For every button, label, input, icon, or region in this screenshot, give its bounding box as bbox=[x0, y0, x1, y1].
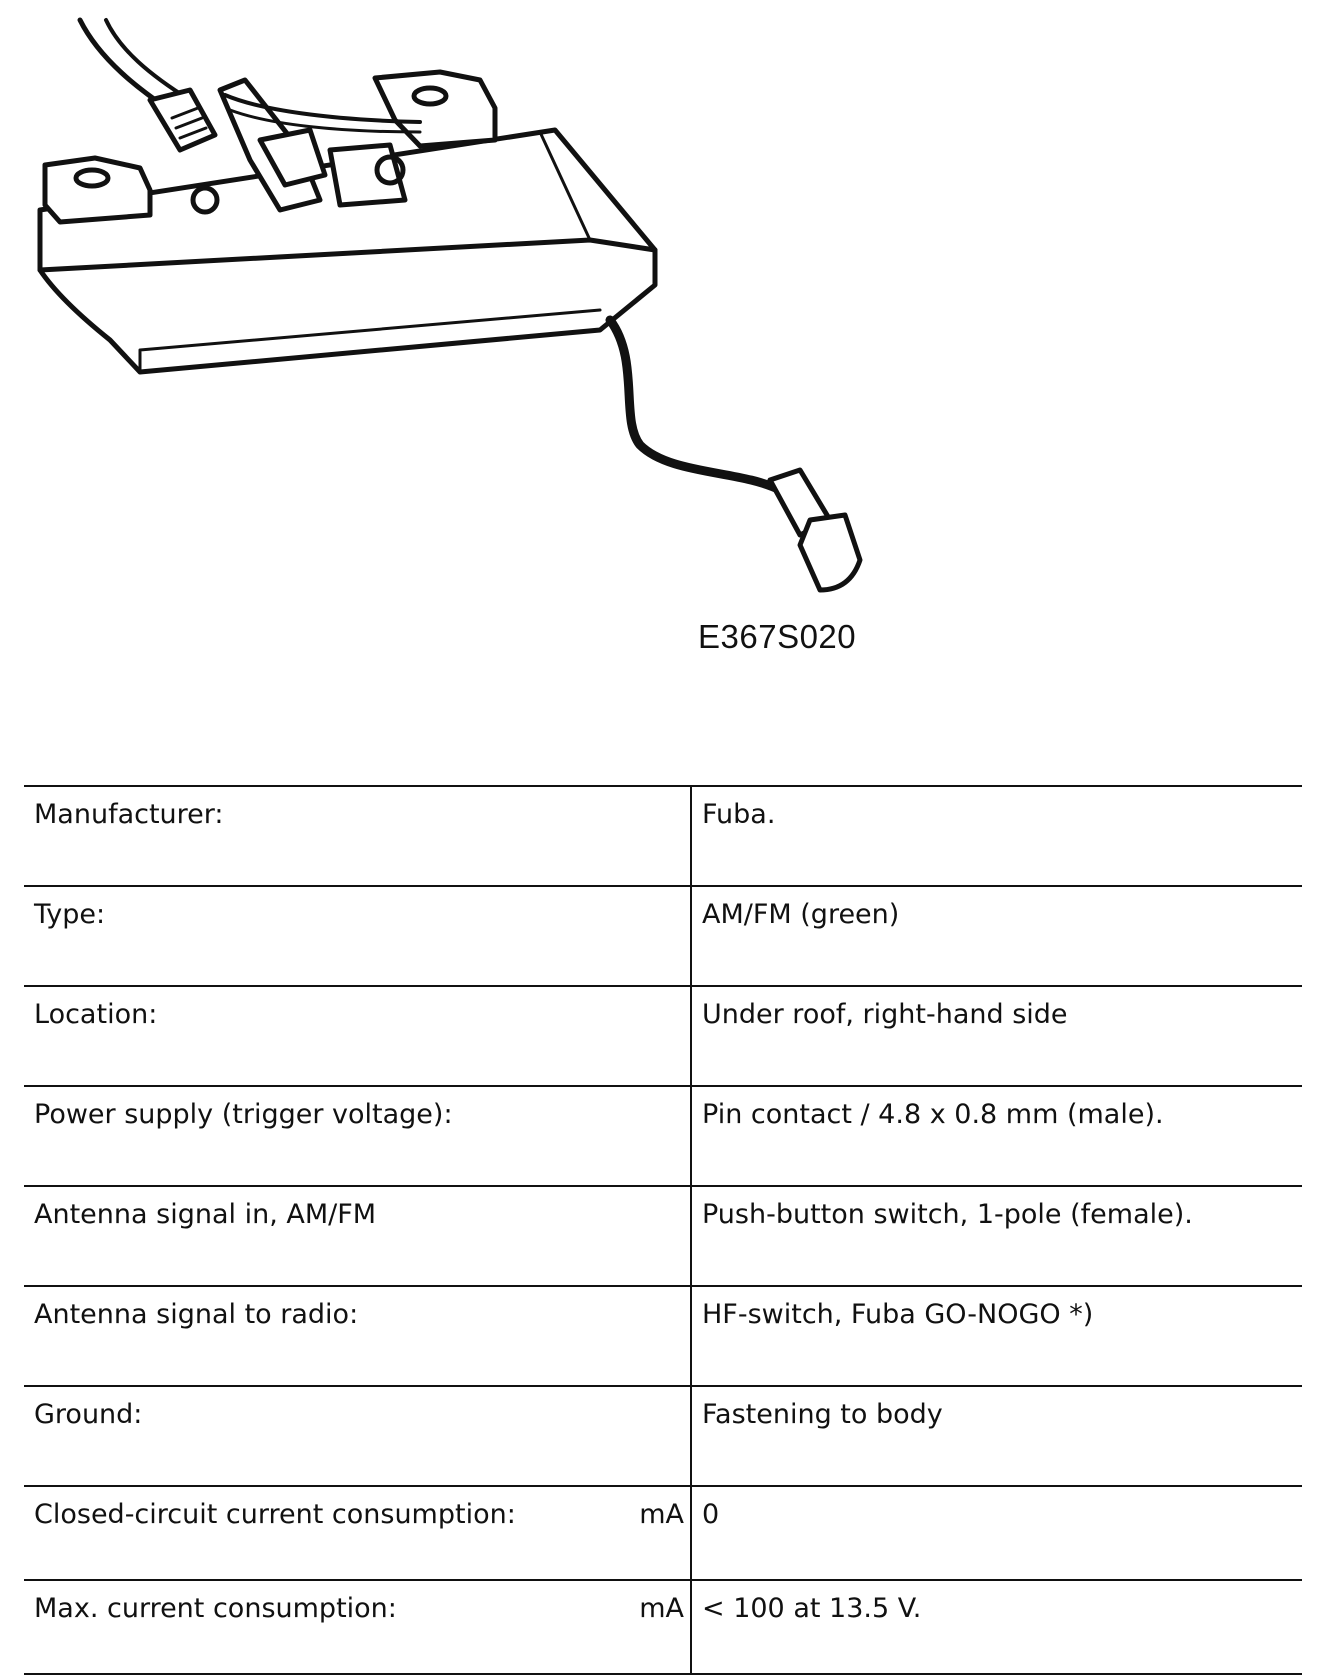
spec-label: Closed-circuit current consumption: bbox=[24, 1486, 624, 1580]
spec-label: Location: bbox=[24, 986, 624, 1086]
table-row bbox=[24, 1486, 1302, 1580]
antenna-amplifier-illustration bbox=[0, 0, 1328, 700]
table-row bbox=[24, 1186, 1302, 1286]
spec-value: AM/FM (green) bbox=[691, 886, 1302, 986]
spec-value: 0 bbox=[691, 1486, 1302, 1580]
spec-label: Max. current consumption: bbox=[24, 1580, 624, 1674]
spec-unit: mA bbox=[624, 1580, 691, 1674]
specification-table bbox=[24, 785, 1302, 1675]
spec-unit bbox=[624, 886, 691, 986]
table-row bbox=[24, 1086, 1302, 1186]
table-row bbox=[24, 886, 1302, 986]
spec-label: Antenna signal in, AM/FM bbox=[24, 1186, 624, 1286]
table-row bbox=[24, 986, 1302, 1086]
spec-label: Antenna signal to radio: bbox=[24, 1286, 624, 1386]
spec-value: HF-switch, Fuba GO-NOGO *) bbox=[691, 1286, 1302, 1386]
spec-unit bbox=[624, 786, 691, 886]
table-row bbox=[24, 1386, 1302, 1486]
spec-unit: mA bbox=[624, 1486, 691, 1580]
spec-label: Manufacturer: bbox=[24, 786, 624, 886]
spec-label: Power supply (trigger voltage): bbox=[24, 1086, 624, 1186]
spec-value: Fastening to body bbox=[691, 1386, 1302, 1486]
spec-unit bbox=[624, 1186, 691, 1286]
table-row bbox=[24, 1286, 1302, 1386]
spec-label: Ground: bbox=[24, 1386, 624, 1486]
spec-unit bbox=[624, 1386, 691, 1486]
table-row bbox=[24, 786, 1302, 886]
spec-value: Under roof, right-hand side bbox=[691, 986, 1302, 1086]
spec-unit bbox=[624, 1086, 691, 1186]
table-row bbox=[24, 1580, 1302, 1674]
spec-value: < 100 at 13.5 V. bbox=[691, 1580, 1302, 1674]
spec-value: Fuba. bbox=[691, 786, 1302, 886]
spec-value: Pin contact / 4.8 x 0.8 mm (male). bbox=[691, 1086, 1302, 1186]
spec-unit bbox=[624, 1286, 691, 1386]
figure-label: E367S020 bbox=[698, 618, 857, 655]
spec-unit bbox=[624, 986, 691, 1086]
spec-label: Type: bbox=[24, 886, 624, 986]
spec-value: Push-button switch, 1-pole (female). bbox=[691, 1186, 1302, 1286]
